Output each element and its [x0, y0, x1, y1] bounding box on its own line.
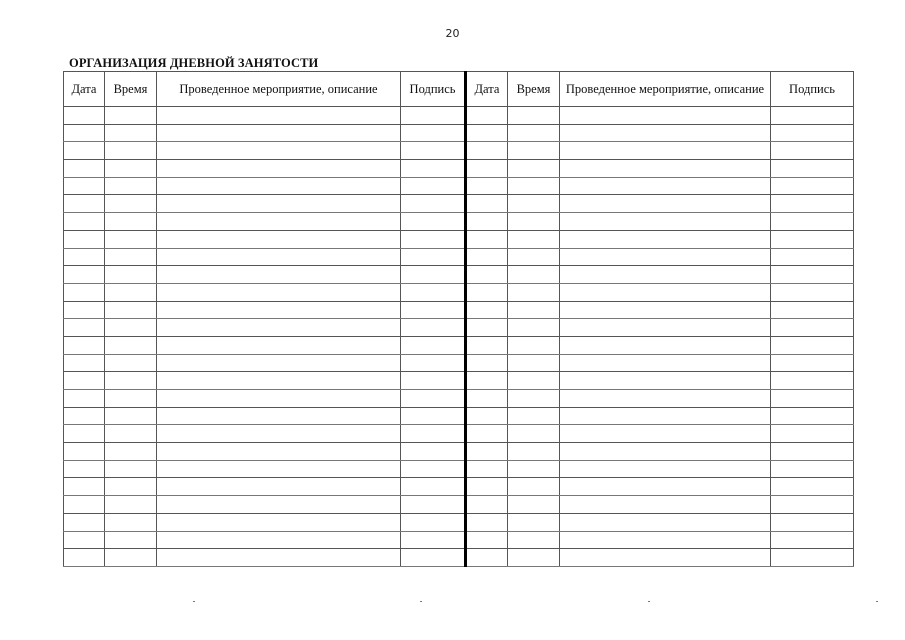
table-cell	[508, 531, 560, 549]
table-cell	[771, 107, 854, 125]
table-cell	[401, 283, 466, 301]
table-cell	[64, 443, 105, 461]
table-cell	[560, 549, 771, 567]
table-cell	[64, 124, 105, 142]
table-cell	[508, 549, 560, 567]
table-cell	[157, 213, 401, 231]
table-cell	[466, 513, 508, 531]
table-cell	[157, 460, 401, 478]
table-cell	[771, 425, 854, 443]
table-cell	[771, 513, 854, 531]
table-cell	[560, 319, 771, 337]
table-cell	[64, 248, 105, 266]
table-cell	[105, 531, 157, 549]
table-cell	[466, 496, 508, 514]
table-cell	[157, 478, 401, 496]
table-cell	[105, 443, 157, 461]
table-cell	[157, 407, 401, 425]
table-row	[64, 425, 854, 443]
table-cell	[560, 124, 771, 142]
table-cell	[508, 460, 560, 478]
table-row	[64, 354, 854, 372]
table-cell	[105, 407, 157, 425]
table-cell	[401, 230, 466, 248]
table-row	[64, 301, 854, 319]
column-header-activity: Проведенное мероприятие, описание	[157, 72, 401, 107]
table-cell	[105, 319, 157, 337]
table-cell	[508, 195, 560, 213]
table-cell	[157, 160, 401, 178]
table-cell	[771, 549, 854, 567]
table-cell	[560, 478, 771, 496]
table-cell	[64, 372, 105, 390]
table-cell	[401, 124, 466, 142]
page-number: 20	[445, 27, 460, 40]
table-cell	[64, 390, 105, 408]
table-row	[64, 443, 854, 461]
table-cell	[466, 478, 508, 496]
table-cell	[64, 266, 105, 284]
table-cell	[771, 478, 854, 496]
column-header-activity-right: Проведенное мероприятие, описание	[560, 72, 771, 107]
table-cell	[105, 301, 157, 319]
table-cell	[157, 354, 401, 372]
table-cell	[401, 496, 466, 514]
table-cell	[771, 248, 854, 266]
table-cell	[105, 460, 157, 478]
table-row	[64, 390, 854, 408]
table-cell	[401, 142, 466, 160]
table-cell	[64, 354, 105, 372]
table-cell	[771, 390, 854, 408]
table-cell	[466, 460, 508, 478]
table-cell	[771, 142, 854, 160]
table-row	[64, 549, 854, 567]
table-cell	[105, 230, 157, 248]
table-cell	[401, 354, 466, 372]
table-cell	[105, 390, 157, 408]
table-cell	[508, 283, 560, 301]
table-cell	[64, 107, 105, 125]
table-cell	[401, 513, 466, 531]
table-row	[64, 496, 854, 514]
table-cell	[105, 354, 157, 372]
table-cell	[466, 230, 508, 248]
table-row	[64, 124, 854, 142]
table-cell	[508, 248, 560, 266]
table-cell	[560, 513, 771, 531]
table-cell	[157, 142, 401, 160]
table-cell	[105, 160, 157, 178]
column-header-date: Дата	[64, 72, 105, 107]
table-cell	[771, 195, 854, 213]
table-cell	[401, 549, 466, 567]
table-cell	[157, 301, 401, 319]
table-cell	[401, 195, 466, 213]
table-cell	[105, 283, 157, 301]
table-cell	[105, 107, 157, 125]
table-cell	[560, 195, 771, 213]
table-row	[64, 248, 854, 266]
table-row	[64, 336, 854, 354]
table-cell	[771, 124, 854, 142]
table-cell	[508, 425, 560, 443]
table-cell	[105, 496, 157, 514]
scan-mark	[648, 601, 650, 602]
table-cell	[64, 230, 105, 248]
table-row	[64, 160, 854, 178]
table-cell	[508, 142, 560, 160]
table-cell	[560, 177, 771, 195]
table-cell	[64, 195, 105, 213]
table-cell	[105, 549, 157, 567]
table-cell	[466, 425, 508, 443]
scan-mark	[420, 601, 422, 602]
table-cell	[157, 319, 401, 337]
table-row	[64, 460, 854, 478]
table-cell	[157, 124, 401, 142]
table-cell	[508, 390, 560, 408]
table-cell	[105, 425, 157, 443]
table-row	[64, 107, 854, 125]
table-cell	[105, 213, 157, 231]
table-cell	[64, 478, 105, 496]
table-cell	[466, 354, 508, 372]
table-cell	[64, 283, 105, 301]
table-cell	[466, 266, 508, 284]
table-cell	[771, 230, 854, 248]
scan-mark	[193, 601, 195, 602]
table-cell	[508, 160, 560, 178]
table-cell	[64, 177, 105, 195]
table-cell	[560, 336, 771, 354]
table-cell	[560, 531, 771, 549]
table-cell	[771, 354, 854, 372]
table-cell	[64, 301, 105, 319]
table-cell	[508, 407, 560, 425]
table-cell	[105, 478, 157, 496]
table-cell	[401, 336, 466, 354]
table-header-row	[64, 72, 854, 107]
table-cell	[401, 531, 466, 549]
table-row	[64, 195, 854, 213]
table-cell	[508, 266, 560, 284]
table-cell	[157, 425, 401, 443]
table-cell	[508, 124, 560, 142]
table-cell	[401, 107, 466, 125]
table-cell	[560, 266, 771, 284]
table-cell	[401, 213, 466, 231]
table-cell	[466, 549, 508, 567]
table-cell	[560, 354, 771, 372]
table-cell	[466, 213, 508, 231]
table-cell	[560, 213, 771, 231]
table-cell	[466, 390, 508, 408]
table-cell	[508, 319, 560, 337]
table-cell	[771, 319, 854, 337]
table-cell	[64, 407, 105, 425]
table-cell	[401, 248, 466, 266]
table-cell	[64, 496, 105, 514]
table-row	[64, 230, 854, 248]
table-cell	[508, 372, 560, 390]
table-cell	[64, 531, 105, 549]
table-cell	[157, 513, 401, 531]
table-cell	[508, 213, 560, 231]
table-cell	[105, 177, 157, 195]
table-cell	[508, 336, 560, 354]
table-cell	[105, 142, 157, 160]
table-cell	[508, 478, 560, 496]
table-cell	[508, 107, 560, 125]
table-cell	[560, 425, 771, 443]
table-cell	[466, 195, 508, 213]
scan-mark	[876, 601, 878, 602]
table-cell	[560, 283, 771, 301]
table-cell	[157, 266, 401, 284]
table-cell	[560, 107, 771, 125]
table-cell	[401, 372, 466, 390]
table-cell	[771, 160, 854, 178]
table-cell	[466, 336, 508, 354]
table-cell	[466, 160, 508, 178]
table-cell	[401, 478, 466, 496]
table-cell	[771, 283, 854, 301]
table-cell	[560, 407, 771, 425]
table-row	[64, 372, 854, 390]
table-cell	[560, 160, 771, 178]
table-cell	[401, 460, 466, 478]
table-cell	[105, 248, 157, 266]
column-header-date-right: Дата	[466, 72, 508, 107]
table-cell	[466, 319, 508, 337]
table-cell	[105, 266, 157, 284]
table-cell	[157, 531, 401, 549]
table-cell	[508, 354, 560, 372]
table-cell	[466, 124, 508, 142]
table-cell	[105, 513, 157, 531]
table-body	[64, 107, 854, 567]
table-cell	[771, 213, 854, 231]
table-cell	[771, 443, 854, 461]
table-cell	[401, 407, 466, 425]
table-cell	[560, 248, 771, 266]
table-cell	[560, 443, 771, 461]
table-cell	[401, 177, 466, 195]
table-cell	[157, 195, 401, 213]
table-cell	[508, 177, 560, 195]
table-cell	[508, 443, 560, 461]
table-cell	[401, 160, 466, 178]
table-cell	[560, 390, 771, 408]
table-cell	[105, 336, 157, 354]
table-cell	[64, 549, 105, 567]
table-cell	[157, 107, 401, 125]
table-cell	[105, 195, 157, 213]
table-cell	[401, 425, 466, 443]
table-cell	[771, 496, 854, 514]
column-header-signature: Подпись	[401, 72, 466, 107]
table-cell	[401, 266, 466, 284]
table-row	[64, 177, 854, 195]
table-cell	[771, 372, 854, 390]
table-cell	[401, 301, 466, 319]
table-cell	[466, 372, 508, 390]
table-row	[64, 213, 854, 231]
table-cell	[157, 443, 401, 461]
table-cell	[466, 177, 508, 195]
table-cell	[64, 460, 105, 478]
table-cell	[466, 407, 508, 425]
table-cell	[560, 142, 771, 160]
table-cell	[401, 390, 466, 408]
table-row	[64, 266, 854, 284]
table-cell	[466, 248, 508, 266]
column-header-time: Время	[105, 72, 157, 107]
table-cell	[157, 230, 401, 248]
table-row	[64, 142, 854, 160]
table-cell	[560, 460, 771, 478]
table-cell	[466, 142, 508, 160]
table-cell	[105, 124, 157, 142]
table-cell	[64, 142, 105, 160]
table-cell	[771, 301, 854, 319]
table-cell	[560, 230, 771, 248]
table-cell	[157, 390, 401, 408]
table-cell	[157, 496, 401, 514]
table-row	[64, 319, 854, 337]
table-cell	[466, 107, 508, 125]
table-cell	[508, 301, 560, 319]
table-cell	[466, 443, 508, 461]
table-cell	[771, 266, 854, 284]
table-cell	[466, 531, 508, 549]
table-cell	[64, 513, 105, 531]
table-cell	[157, 549, 401, 567]
table-row	[64, 513, 854, 531]
table-cell	[560, 496, 771, 514]
table-cell	[466, 283, 508, 301]
table-cell	[64, 160, 105, 178]
table-cell	[157, 372, 401, 390]
column-header-time-right: Время	[508, 72, 560, 107]
table-cell	[401, 319, 466, 337]
table-cell	[771, 177, 854, 195]
section-title: ОРГАНИЗАЦИЯ ДНЕВНОЙ ЗАНЯТОСТИ	[69, 56, 319, 70]
table-cell	[560, 301, 771, 319]
table-cell	[771, 460, 854, 478]
table-cell	[771, 531, 854, 549]
table-cell	[64, 319, 105, 337]
table-cell	[508, 513, 560, 531]
table-cell	[771, 407, 854, 425]
table-cell	[560, 372, 771, 390]
table-cell	[105, 372, 157, 390]
table-cell	[157, 177, 401, 195]
table-cell	[466, 301, 508, 319]
table-row	[64, 531, 854, 549]
daily-activity-table	[63, 71, 854, 567]
table-cell	[157, 283, 401, 301]
table-row	[64, 407, 854, 425]
table-cell	[508, 230, 560, 248]
column-header-signature-right: Подпись	[771, 72, 854, 107]
table-cell	[401, 443, 466, 461]
table-row	[64, 478, 854, 496]
table-cell	[64, 425, 105, 443]
table-cell	[157, 336, 401, 354]
table-cell	[771, 336, 854, 354]
table-cell	[157, 248, 401, 266]
table-cell	[64, 213, 105, 231]
table-row	[64, 283, 854, 301]
table-cell	[508, 496, 560, 514]
table-cell	[64, 336, 105, 354]
